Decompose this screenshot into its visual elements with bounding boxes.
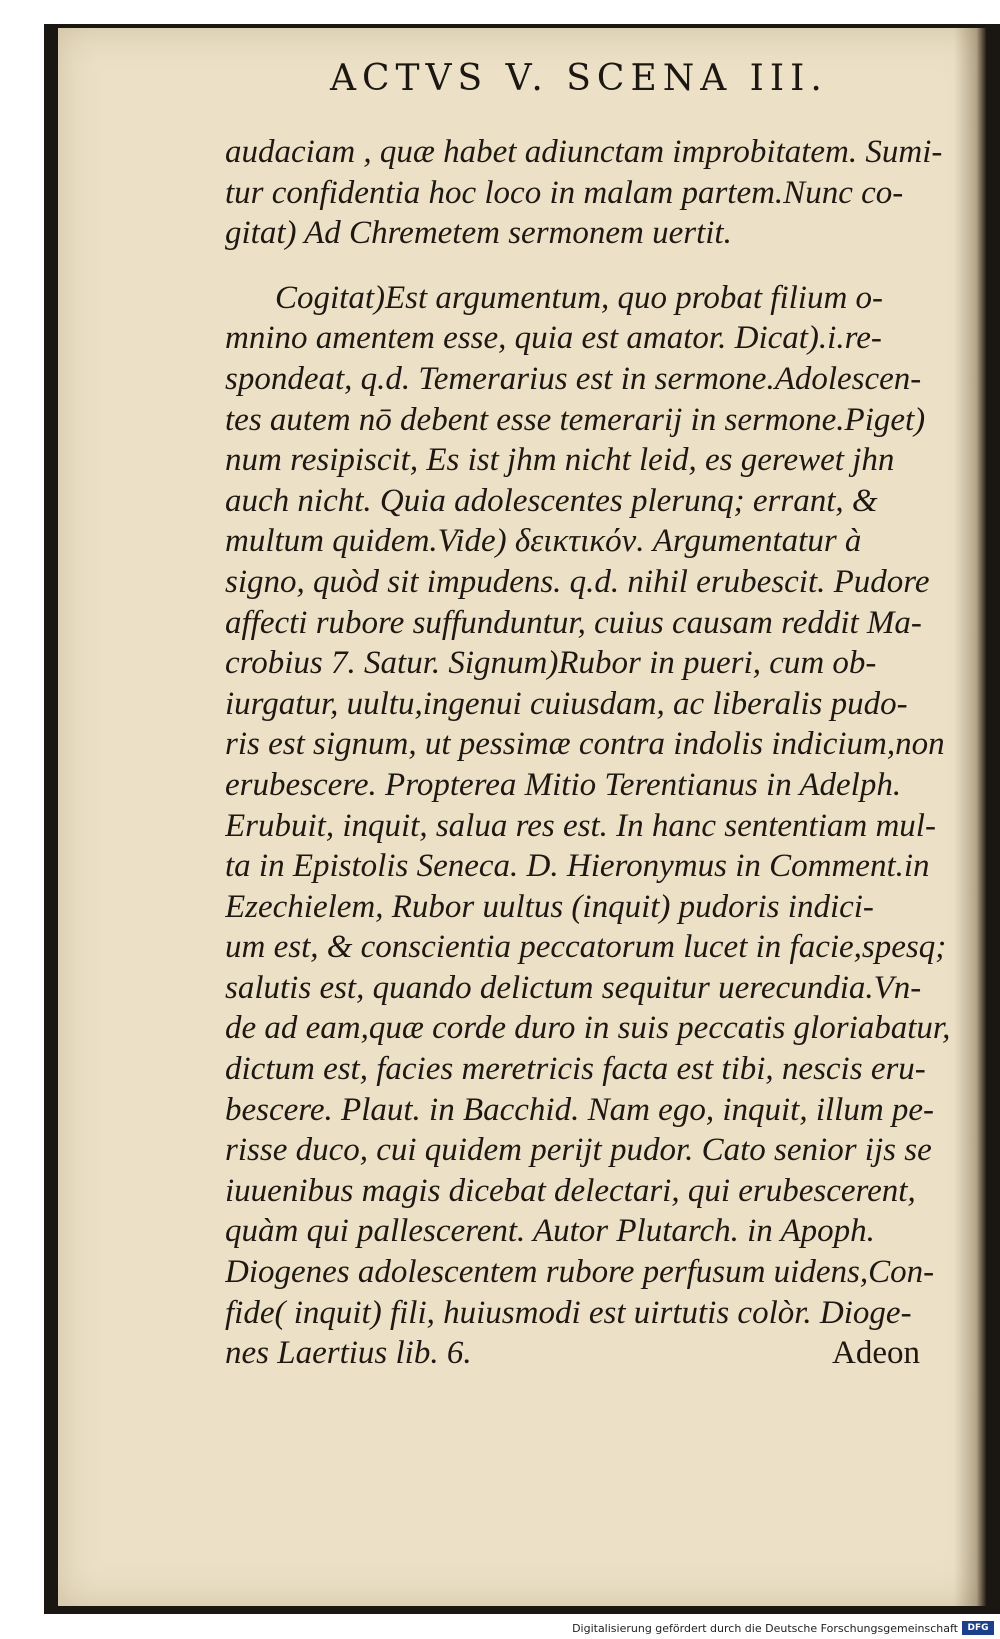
text-line: ris est signum, ut pessimæ contra indolis indicium,non <box>225 726 945 763</box>
text-line: Ezechielem, Rubor uultus (inquit) pudoris indici- <box>225 888 874 925</box>
text-line: tur confidentia hoc loco in malam partem.Nunc co- <box>225 174 904 211</box>
footer-bar <box>0 1620 1000 1639</box>
text-line: bescere. Plaut. in Bacchid. Nam ego, inquit, illum pe- <box>225 1091 935 1128</box>
text-line: audaciam , quæ habet adiunctam improbitatem. Sumi- <box>225 134 943 170</box>
text-line: risse duco, cui quidem perijt pudor. Cato senior ijs se <box>225 1132 932 1169</box>
text-line-last: nes Laertius lib. 6. <box>225 1335 472 1372</box>
body-text <box>225 132 960 1374</box>
text-line: quàm qui pallescerent. Autor Plutarch. in Apoph. <box>225 1213 875 1250</box>
text-line: gitat) Ad Chremetem sermonem uertit. <box>225 215 732 252</box>
paragraph-gap <box>225 254 960 278</box>
text-line: fide( inquit) fili, huiusmodi est uirtutis colòr. Dioge- <box>225 1294 912 1331</box>
text-line: salutis est, quando delictum sequitur uerecundia.Vn- <box>225 969 922 1006</box>
text-line: Cogitat)Est argumentum, quo probat filium o- <box>275 279 884 316</box>
text-line: Diogenes adolescentem rubore perfusum uidens,Con- <box>225 1254 935 1291</box>
text-line: dictum est, facies meretricis facta est tibi, nescis eru- <box>225 1051 926 1088</box>
text-line <box>225 1333 960 1374</box>
text-line: ta in Epistolis Seneca. D. Hieronymus in Comment.in <box>225 848 930 885</box>
text-line: iuuenibus magis dicebat delectari, qui erubescerent, <box>225 1172 916 1209</box>
text-line: auch nicht. Quia adolescentes plerunq; errant, & <box>225 482 878 519</box>
digitization-credit: Digitalisierung gefördert durch die Deutsche Forschungsgemeinschaft <box>572 1622 958 1635</box>
dfg-logo-icon: DFG <box>962 1621 994 1635</box>
text-line: spondeat, q.d. Temerarius est in sermone.Adolescen- <box>225 360 922 397</box>
running-header: ACTVS V. SCENA III. <box>330 58 828 99</box>
text-line: um est, & conscientia peccatorum lucet in facie,spesq; <box>225 929 947 966</box>
text-line: Erubuit, inquit, salua res est. In hanc sententiam mul- <box>225 807 936 844</box>
text-line: affecti rubore suffunduntur, cuius causam reddit Ma- <box>225 604 922 641</box>
text-line: iurgatur, uultu,ingenui cuiusdam, ac liberalis pudo- <box>225 685 908 722</box>
catchword: Adeon <box>832 1335 920 1372</box>
text-line: signo, quòd sit impudens. q.d. nihil erubescit. Pudore <box>225 563 930 600</box>
text-line: crobius 7. Satur. Signum)Rubor in pueri, cum ob- <box>225 645 877 682</box>
text-line: mnino amentem esse, quia est amator. Dicat).i.re- <box>225 320 882 357</box>
text-line: de ad eam,quæ corde duro in suis peccatis gloriabatur, <box>225 1010 951 1047</box>
text-line: multum quidem.Vide) δεικτικόν. Argumentatur à <box>225 523 862 560</box>
text-line: tes autem nō debent esse temerarij in sermone.Piget) <box>225 401 926 438</box>
text-line: num resipiscit, Es ist jhm nicht leid, es gerewet jhn <box>225 442 895 479</box>
text-line: erubescere. Propterea Mitio Terentianus in Adelph. <box>225 766 902 803</box>
